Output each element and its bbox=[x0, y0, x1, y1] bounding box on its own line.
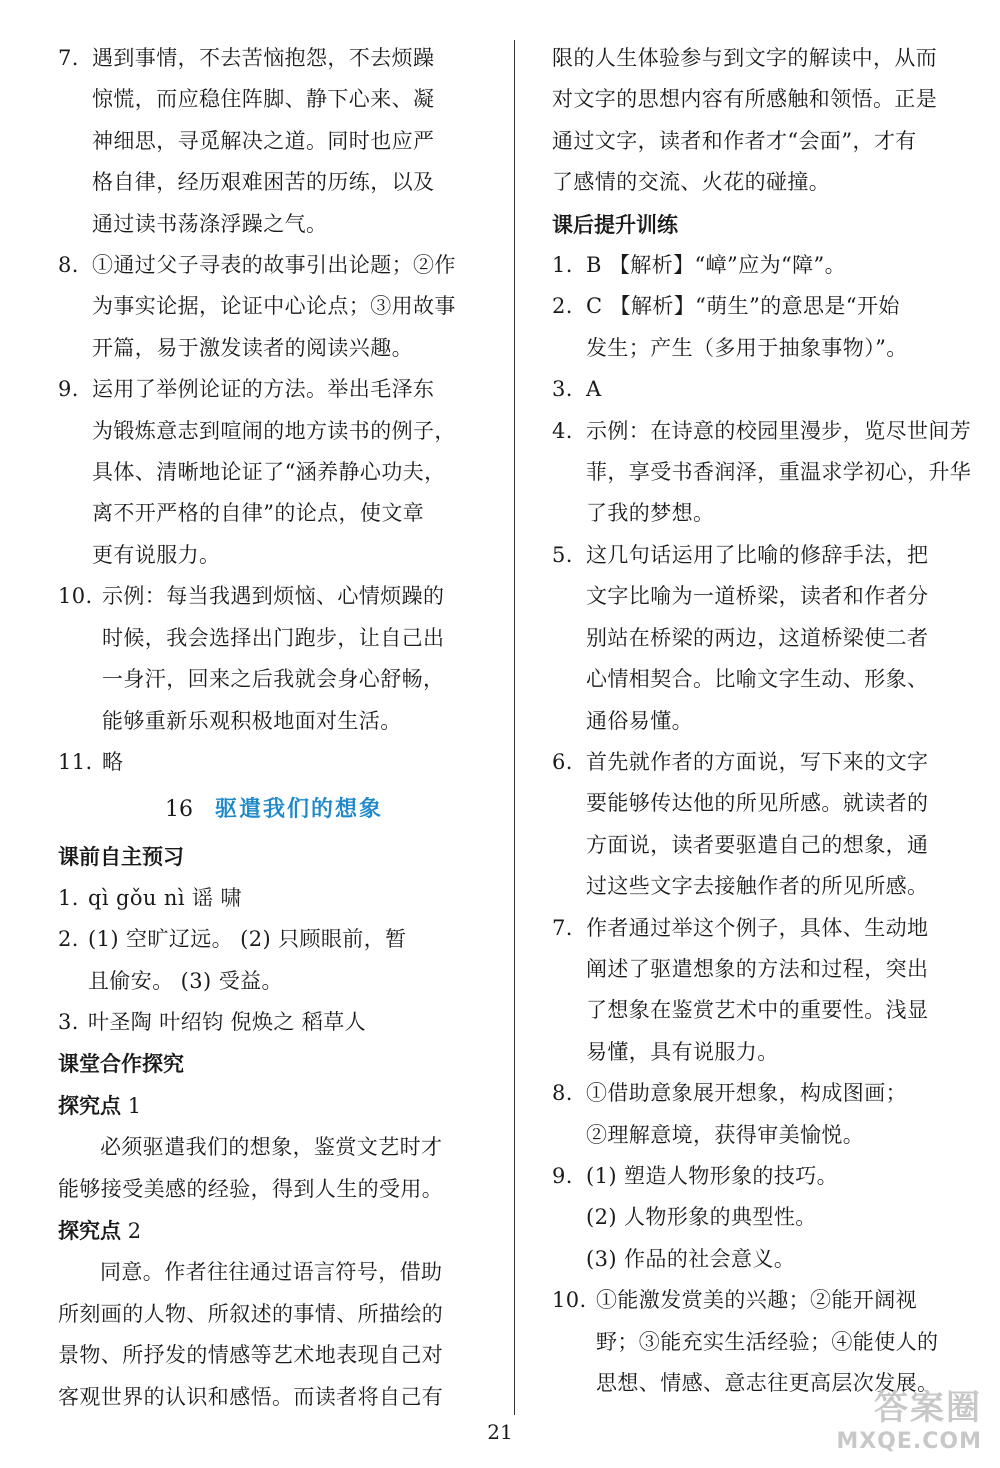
answer-number: 9. bbox=[552, 1163, 573, 1188]
answer-item bbox=[552, 1073, 982, 1156]
answer-number: 3. bbox=[552, 377, 573, 402]
answer-item bbox=[58, 919, 490, 1002]
answer-line: 一身汗，回来之后我就会身心舒畅， bbox=[102, 667, 445, 692]
answer-line: 示例：每当我遇到烦恼、心情烦躁的 bbox=[102, 584, 445, 609]
left-answer-list bbox=[58, 38, 490, 783]
answer-line: 且偷安。 (3) 受益。 bbox=[88, 968, 283, 993]
after-class-heading: 课后提升训练 bbox=[552, 211, 678, 237]
answer-number: 5. bbox=[552, 542, 573, 567]
text-line: 了感情的交流、火花的碰撞。 bbox=[552, 170, 831, 195]
answer-item bbox=[58, 742, 490, 783]
answer-line: 运用了举例论证的方法。举出毛泽东 bbox=[92, 377, 435, 402]
answer-line: 开篇，易于激发读者的阅读兴趣。 bbox=[92, 335, 413, 360]
explore-point-2-heading: 探究点 2 bbox=[58, 1217, 142, 1243]
answer-line: 了我的梦想。 bbox=[586, 501, 715, 526]
answer-item bbox=[58, 576, 490, 742]
answer-item bbox=[552, 535, 982, 742]
right-column bbox=[552, 38, 982, 1404]
answer-item bbox=[58, 38, 490, 245]
answer-number: 10. bbox=[58, 584, 93, 609]
answer-line: 具体、清晰地论证了“涵养静心功夫， bbox=[92, 460, 446, 485]
answer-line: (1) 空旷辽远。 (2) 只顾眼前，暂 bbox=[88, 927, 407, 952]
answer-line: 作者通过举这个例子，具体、生动地 bbox=[586, 915, 929, 940]
answer-number: 9. bbox=[58, 377, 79, 402]
section-title bbox=[58, 783, 490, 836]
class-heading: 课堂合作探究 bbox=[58, 1051, 184, 1077]
answer-line: 离不开严格的自律”的论点，使文章 bbox=[92, 501, 425, 526]
answer-item bbox=[552, 908, 982, 1074]
answer-number: 7. bbox=[58, 46, 79, 70]
answer-item bbox=[552, 286, 982, 369]
text-line: 所刻画的人物、所叙述的事情、所描绘的 bbox=[58, 1301, 444, 1326]
answer-line: 能够重新乐观积极地面对生活。 bbox=[102, 708, 402, 733]
text-line: 对文字的思想内容有所感触和领悟。正是 bbox=[552, 87, 938, 112]
answer-line: 过这些文字去接触作者的所见所感。 bbox=[586, 874, 929, 899]
text-line: 景物、所抒发的情感等艺术地表现自己对 bbox=[58, 1343, 444, 1368]
answer-number: 8. bbox=[552, 1081, 573, 1106]
answer-line: 阐述了驱遣想象的方法和过程，突出 bbox=[586, 956, 929, 981]
answer-line: 方面说，读者要驱遣自己的想象，通 bbox=[586, 832, 929, 857]
answer-number: 2. bbox=[58, 927, 79, 952]
answer-line: 心情相契合。比喻文字生动、形象、 bbox=[586, 667, 929, 692]
answer-line: ①能激发赏美的兴趣；②能开阔视 bbox=[596, 1288, 917, 1313]
text-line: 同意。作者往往通过语言符号，借助 bbox=[100, 1260, 443, 1285]
answer-line: 易懂，具有说服力。 bbox=[586, 1039, 779, 1064]
answer-line: B 【解析】“嶂”应为“障”。 bbox=[586, 253, 847, 278]
answer-line: 示例：在诗意的校园里漫步，览尽世间芳 bbox=[586, 418, 972, 443]
answer-number: 2. bbox=[552, 294, 573, 319]
answer-line: 要能够传达他的所见所感。就读者的 bbox=[586, 791, 929, 816]
text-line: 能够接受美感的经验，得到人生的受用。 bbox=[58, 1176, 444, 1201]
answer-item bbox=[58, 878, 490, 919]
answer-number: 7. bbox=[552, 915, 573, 940]
answer-line: 时候，我会选择出门跑步，让自己出 bbox=[102, 625, 445, 650]
answer-line: 惊慌，而应稳住阵脚、静下心来、凝 bbox=[92, 87, 435, 112]
preview-heading: 课前自主预习 bbox=[58, 844, 184, 870]
explore-point-2-continuation bbox=[552, 38, 982, 204]
after-class-answer-list bbox=[552, 245, 982, 1404]
answer-line: ①借助意象展开想象，构成图画； bbox=[586, 1081, 907, 1106]
answer-number: 8. bbox=[58, 253, 79, 278]
page-number: 21 bbox=[487, 1420, 513, 1444]
watermark-logo-text: 答案圈 bbox=[874, 1388, 982, 1428]
answer-line: 首先就作者的方面说，写下来的文字 bbox=[586, 749, 929, 774]
answer-line: (3) 作品的社会意义。 bbox=[586, 1246, 796, 1271]
answer-item bbox=[552, 245, 982, 286]
answer-line: 文字比喻为一道桥梁，读者和作者分 bbox=[586, 584, 929, 609]
answer-line: 格自律，经历艰难困苦的历练，以及 bbox=[92, 170, 435, 195]
explore-point-1-heading: 探究点 1 bbox=[58, 1092, 142, 1118]
answer-item bbox=[552, 1156, 982, 1280]
answer-line: C 【解析】“萌生”的意思是“开始 bbox=[586, 294, 900, 319]
explore-point-1-body bbox=[58, 1127, 490, 1210]
answer-line: ②理解意境，获得审美愉悦。 bbox=[586, 1122, 865, 1147]
answer-line: 别站在桥梁的两边，这道桥梁使二者 bbox=[586, 625, 929, 650]
text-line: 必须驱遣我们的想象，鉴赏文艺时才 bbox=[100, 1135, 443, 1160]
watermark-url: MXQE.COM bbox=[836, 1429, 982, 1454]
answer-line: 通俗易懂。 bbox=[586, 708, 693, 733]
answer-line: 更有说服力。 bbox=[92, 542, 221, 567]
answer-line: 神细思，寻觅解决之道。同时也应严 bbox=[92, 128, 435, 153]
left-column bbox=[58, 38, 490, 1418]
answer-number: 1. bbox=[552, 253, 573, 278]
text-line: 客观世界的认识和感悟。而读者将自己有 bbox=[58, 1384, 444, 1409]
answer-line: 菲，享受书香润泽，重温求学初心，升华 bbox=[586, 460, 972, 485]
column-divider bbox=[514, 40, 515, 1415]
answer-line: A bbox=[586, 377, 602, 402]
answer-number: 3. bbox=[58, 1009, 79, 1034]
section-number: 16 bbox=[164, 797, 193, 823]
answer-line: ①通过父子寻表的故事引出论题；②作 bbox=[92, 253, 456, 278]
explore-point-2-body bbox=[58, 1252, 490, 1418]
answer-item bbox=[58, 1002, 490, 1043]
answer-line: 叶圣陶 叶绍钧 倪焕之 稻草人 bbox=[88, 1009, 367, 1034]
answer-number: 10. bbox=[552, 1288, 587, 1313]
answer-line: 了想象在鉴赏艺术中的重要性。浅显 bbox=[586, 998, 929, 1023]
answer-line: 为锻炼意志到喧闹的地方读书的例子， bbox=[92, 418, 456, 443]
answer-line: 这几句话运用了比喻的修辞手法，把 bbox=[586, 542, 929, 567]
preview-answer-list bbox=[58, 878, 490, 1044]
answer-line: 发生；产生（多用于抽象事物）”。 bbox=[586, 335, 908, 360]
answer-number: 1. bbox=[58, 885, 79, 910]
answer-item bbox=[552, 742, 982, 908]
text-line: 限的人生体验参与到文字的解读中，从而 bbox=[552, 46, 938, 70]
answer-item bbox=[58, 369, 490, 576]
answer-line: (2) 人物形象的典型性。 bbox=[586, 1205, 817, 1230]
answer-line: 遇到事情，不去苦恼抱怨，不去烦躁 bbox=[92, 46, 435, 70]
answer-item bbox=[552, 411, 982, 535]
answer-line: 通过读书荡涤浮躁之气。 bbox=[92, 211, 328, 236]
answer-number: 11. bbox=[58, 749, 93, 774]
answer-number: 6. bbox=[552, 749, 573, 774]
answer-line: 野；③能充实生活经验；④能使人的 bbox=[596, 1329, 939, 1354]
text-line: 通过文字，读者和作者才“会面”，才有 bbox=[552, 128, 917, 153]
answer-item bbox=[552, 369, 982, 410]
answer-line: 略 bbox=[102, 749, 124, 774]
answer-line: qì gǒu nì 谣 啸 bbox=[88, 885, 242, 910]
answer-line: (1) 塑造人物形象的技巧。 bbox=[586, 1163, 839, 1188]
answer-line: 思想、情感、意志往更高层次发展。 bbox=[596, 1371, 939, 1395]
answer-number: 4. bbox=[552, 418, 573, 443]
section-name: 驱遣我们的想象 bbox=[214, 796, 383, 823]
answer-line: 为事实论据，论证中心论点；③用故事 bbox=[92, 294, 456, 319]
watermark bbox=[836, 1380, 982, 1454]
answer-item bbox=[58, 245, 490, 369]
